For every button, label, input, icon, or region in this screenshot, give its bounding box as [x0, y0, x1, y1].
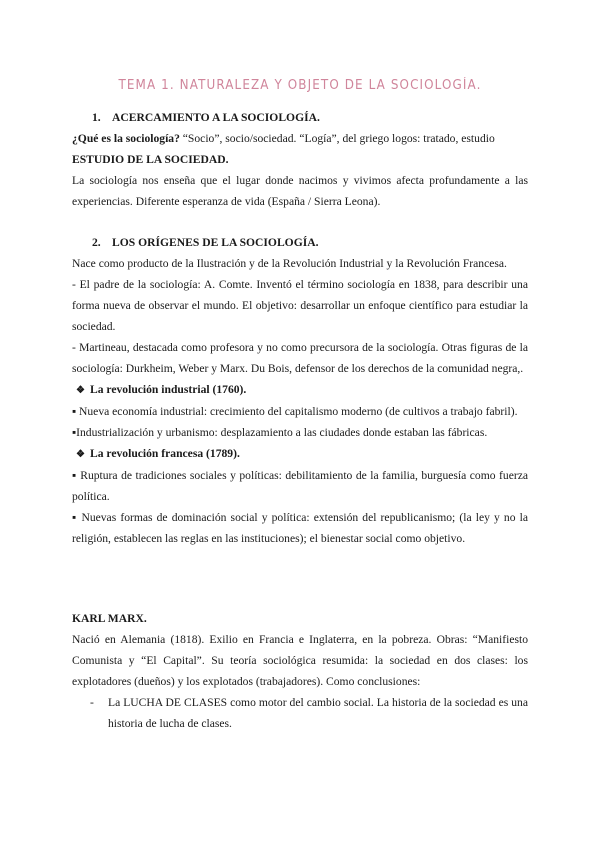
dash-bullet: - — [90, 696, 94, 709]
section-1-paragraph: La sociología nos enseña que el lugar donde nacimos y vivimos afecta profundamente a las experiencias. Diferente esperanza de vida (España / Sierra Leona). — [72, 174, 528, 208]
section-2-heading — [72, 232, 528, 253]
section-1-number: 1. — [92, 111, 101, 124]
karl-marx-section — [72, 608, 528, 734]
sociology-question-rest: “Socio”, socio/sociedad. “Logía”, del griego logos: tratado, estudio — [179, 132, 495, 145]
section-1 — [72, 107, 528, 212]
section-2-heading-text: LOS ORÍGENES DE LA SOCIOLOGÍA. — [112, 236, 319, 249]
diamond-bullet-icon: ❖ — [76, 385, 85, 396]
martineau-paragraph: - Martineau, destacada como profesora y no como precursora de la sociología. Otras figuras de la sociología: Durkheim, Weber y Marx. Du Bois, defensor de los derechos de la comunidad negra,. — [72, 341, 528, 375]
class-struggle-text: La LUCHA DE CLASES como motor del cambio social. La historia de la sociedad es una historia de lucha de clases. — [108, 696, 528, 730]
french-revolution-heading-text: La revolución francesa (1789). — [90, 447, 240, 460]
section-1-heading-text: ACERCAMIENTO A LA SOCIOLOGÍA. — [112, 111, 320, 124]
origins-intro: Nace como producto de la Ilustración y de la Revolución Industrial y la Revolución Francesa. — [72, 257, 507, 270]
class-struggle-item — [72, 692, 528, 734]
section-2 — [72, 232, 528, 549]
study-of-society: ESTUDIO DE LA SOCIEDAD. — [72, 153, 229, 166]
industrial-point-2: ▪Industrialización y urbanismo: desplazamiento a las ciudades donde estaban las fábricas. — [72, 426, 488, 439]
section-1-heading — [72, 107, 528, 128]
french-point-1: ▪ Ruptura de tradiciones sociales y políticas: debilitamiento de la familia, burguesía como fuerza política. — [72, 469, 528, 503]
diamond-bullet-icon: ❖ — [76, 449, 85, 460]
french-revolution-heading — [72, 443, 528, 465]
karl-marx-paragraph: Nació en Alemania (1818). Exilio en Francia e Inglaterra, en la pobreza. Obras: “Manifiesto Comunista y “El Capital”. Su teoría sociológica resumida: la sociedad en dos clases: los explotadores (dueños) y los explotados (trabajadores). Como conclusiones: — [72, 633, 528, 688]
french-point-2: ▪ Nuevas formas de dominación social y política: extensión del republicanismo; (la ley y no la religión, establecen las reglas en las instituciones); el bienestar social como objetivo. — [72, 511, 528, 545]
section-2-number: 2. — [92, 236, 101, 249]
industrial-revolution-heading-text: La revolución industrial (1760). — [90, 383, 247, 396]
karl-marx-heading: KARL MARX. — [72, 612, 147, 625]
sociology-question — [72, 128, 528, 149]
comte-paragraph: - El padre de la sociología: A. Comte. Inventó el término sociología en 1838, para describir una forma nueva de observar el mundo. El objetivo: desarrollar un enfoque científico para estudiar la sociedad. — [72, 278, 528, 333]
industrial-point-1: ▪ Nueva economía industrial: crecimiento del capitalismo moderno (de cultivos a trabajo fabril). — [72, 405, 518, 418]
industrial-revolution-heading — [72, 379, 528, 401]
page-title: TEMA 1. NATURALEZA Y OBJETO DE LA SOCIOLOGÍA. — [118, 78, 482, 93]
sociology-question-bold: ¿Qué es la sociología? — [72, 132, 180, 145]
